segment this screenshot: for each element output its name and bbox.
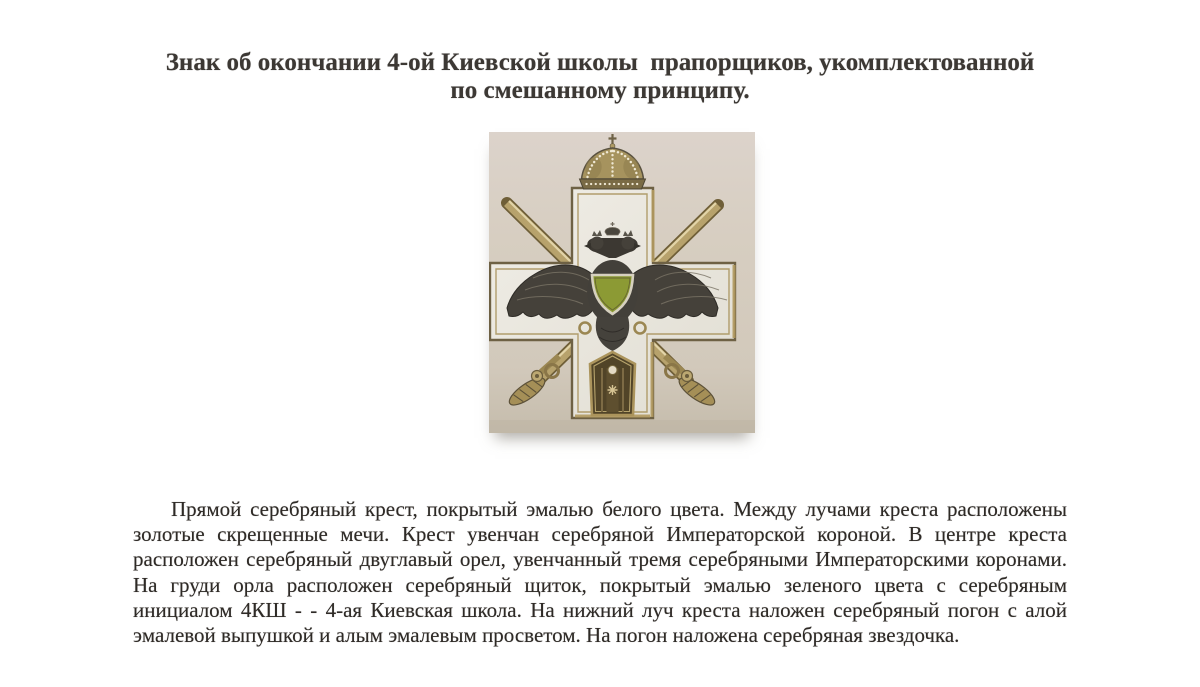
- description-paragraph: Прямой серебряный крест, покрытый эмалью белого цвета. Между лучами креста расположены золотые скрещенные мечи. Крест увенчан серебряной Императорской короной. В центре креста расположен серебряный двуглавый орел, увенчанный тремя серебряными Императорскими коронами. На груди орла расположен серебряный щиток, покрытый эмалью зеленого цвета с серебряным инициалом 4КШ - - 4-ая Киевская школа. На нижний луч креста наложен серебряный погон с алой эмалевой выпушкой и алым эмалевым просветом. На погон наложена серебряная звездочка.: [133, 497, 1067, 648]
- pogon-star-icon: [608, 385, 618, 395]
- photo-bottom-shade: [489, 420, 755, 433]
- shoulder-board-icon: [590, 352, 635, 415]
- page-title: [123, 49, 1077, 106]
- page-title-line2: по смешанному принципу.: [450, 77, 750, 105]
- badge-photo: [489, 132, 755, 433]
- page-title-line1: Знак об окончании 4-ой Киевской школы прапорщиков, укомплектованной: [165, 48, 1035, 76]
